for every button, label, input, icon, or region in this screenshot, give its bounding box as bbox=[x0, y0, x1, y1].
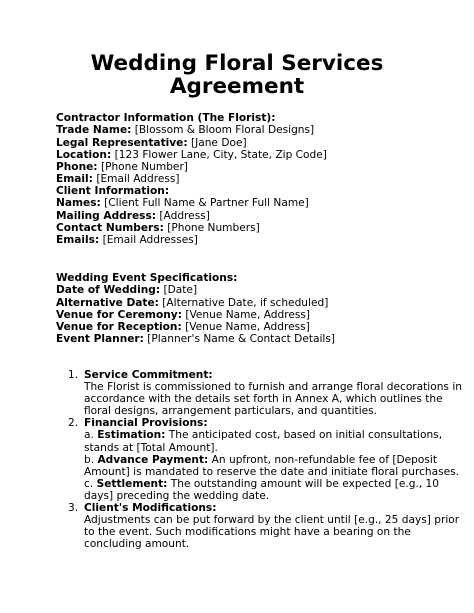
sub-item-label: Estimation: bbox=[97, 429, 166, 442]
event-field bbox=[56, 297, 456, 309]
event-field bbox=[56, 333, 456, 345]
client-section bbox=[56, 185, 456, 246]
list-number: 3. bbox=[68, 502, 79, 515]
event-field bbox=[56, 309, 456, 321]
sub-item-label: Advance Payment: bbox=[97, 453, 209, 466]
contractor-field bbox=[56, 173, 456, 185]
event-field bbox=[56, 321, 456, 333]
sub-item-prefix: a. bbox=[84, 429, 94, 442]
list-item-line: accordance with the details set forth in Annex A, which outlines the bbox=[84, 393, 443, 406]
field-value: [Jane Doe] bbox=[190, 136, 247, 149]
field-value: [Planner's Name & Contact Details] bbox=[147, 333, 336, 346]
client-field bbox=[56, 222, 456, 234]
contractor-field bbox=[56, 124, 456, 136]
sub-item-text: The outstanding amount will be expected [e.g., 10 bbox=[170, 477, 440, 490]
event-heading: Wedding Event Specifications: bbox=[56, 272, 238, 284]
list-item bbox=[68, 502, 468, 550]
sub-item-line: Amount] is mandated to reserve the date and initiate floral purchases. bbox=[84, 465, 460, 478]
field-value: [Phone Number] bbox=[100, 161, 188, 174]
list-item bbox=[68, 417, 468, 502]
title-line-2: Agreement bbox=[169, 74, 305, 99]
field-label: Email: bbox=[56, 173, 93, 186]
list-number: 2. bbox=[68, 417, 79, 430]
list-item-line: floral designs, arrangement particulars, and quantities. bbox=[84, 405, 378, 418]
event-field bbox=[56, 284, 456, 296]
field-value: [Blossom & Bloom Floral Designs] bbox=[134, 124, 315, 137]
client-field bbox=[56, 234, 456, 246]
field-label: Legal Representative: bbox=[56, 136, 188, 149]
contractor-heading: Contractor Information (The Florist): bbox=[56, 112, 276, 124]
contractor-section bbox=[56, 112, 456, 186]
list-number: 1. bbox=[68, 369, 79, 381]
field-value: [Date] bbox=[163, 284, 198, 297]
field-label: Phone: bbox=[56, 161, 98, 174]
sub-item-text: An upfront, non-refundable fee of [Deposit bbox=[211, 453, 438, 466]
field-label: Mailing Address: bbox=[56, 209, 157, 222]
field-label: Contact Numbers: bbox=[56, 221, 164, 234]
field-label: Location: bbox=[56, 148, 112, 161]
client-heading: Client Information: bbox=[56, 185, 170, 197]
list-item-heading: Financial Provisions: bbox=[84, 417, 208, 430]
sub-item-line bbox=[84, 478, 468, 490]
document-title bbox=[0, 52, 474, 98]
field-value: [Address] bbox=[159, 209, 210, 222]
sub-item-line: stands at [Total Amount]. bbox=[84, 441, 218, 454]
list-item-line: concluding amount. bbox=[84, 538, 190, 551]
field-label: Trade Name: bbox=[56, 124, 132, 137]
field-value: [123 Flower Lane, City, State, Zip Code] bbox=[114, 148, 327, 161]
list-item-heading: Service Commitment: bbox=[84, 369, 213, 381]
list-item-line: The Florist is commissioned to furnish and arrange floral decorations in bbox=[84, 381, 462, 394]
contractor-field bbox=[56, 149, 456, 161]
sub-item-line bbox=[84, 454, 468, 466]
sub-item-text: The anticipated cost, based on initial consultations, bbox=[168, 429, 443, 442]
list-item-line: Adjustments can be put forward by the client until [e.g., 25 days] prior bbox=[84, 514, 460, 527]
field-value: [Phone Numbers] bbox=[167, 221, 260, 234]
field-value: [Email Address] bbox=[96, 173, 180, 186]
field-label: Names: bbox=[56, 197, 101, 210]
sub-item-prefix: b. bbox=[84, 453, 95, 466]
field-label: Event Planner: bbox=[56, 333, 144, 346]
field-label: Emails: bbox=[56, 234, 100, 247]
field-value: [Email Addresses] bbox=[102, 234, 198, 247]
list-item bbox=[68, 369, 468, 417]
field-label: Venue for Reception: bbox=[56, 321, 182, 334]
contractor-field bbox=[56, 161, 456, 173]
field-label: Venue for Ceremony: bbox=[56, 308, 182, 321]
event-section bbox=[56, 272, 456, 346]
list-item-line: to the event. Such modifications might have a bearing on the bbox=[84, 526, 411, 539]
field-value: [Client Full Name & Partner Full Name] bbox=[104, 197, 309, 210]
field-label: Date of Wedding: bbox=[56, 284, 161, 297]
terms-list bbox=[68, 369, 468, 550]
sub-item-line: days] preceding the wedding date. bbox=[84, 489, 270, 502]
sub-item-line bbox=[84, 429, 468, 441]
field-value: [Alternative Date, if scheduled] bbox=[162, 296, 329, 309]
contractor-field bbox=[56, 137, 456, 149]
field-value: [Venue Name, Address] bbox=[185, 321, 310, 334]
client-field bbox=[56, 210, 456, 222]
sub-item-prefix: c. bbox=[84, 477, 94, 490]
field-label: Alternative Date: bbox=[56, 296, 159, 309]
list-item-heading: Client's Modifications: bbox=[84, 502, 217, 515]
field-value: [Venue Name, Address] bbox=[185, 308, 311, 321]
title-line-1: Wedding Floral Services bbox=[90, 51, 384, 76]
sub-item-label: Settlement: bbox=[96, 477, 168, 490]
client-field bbox=[56, 197, 456, 209]
